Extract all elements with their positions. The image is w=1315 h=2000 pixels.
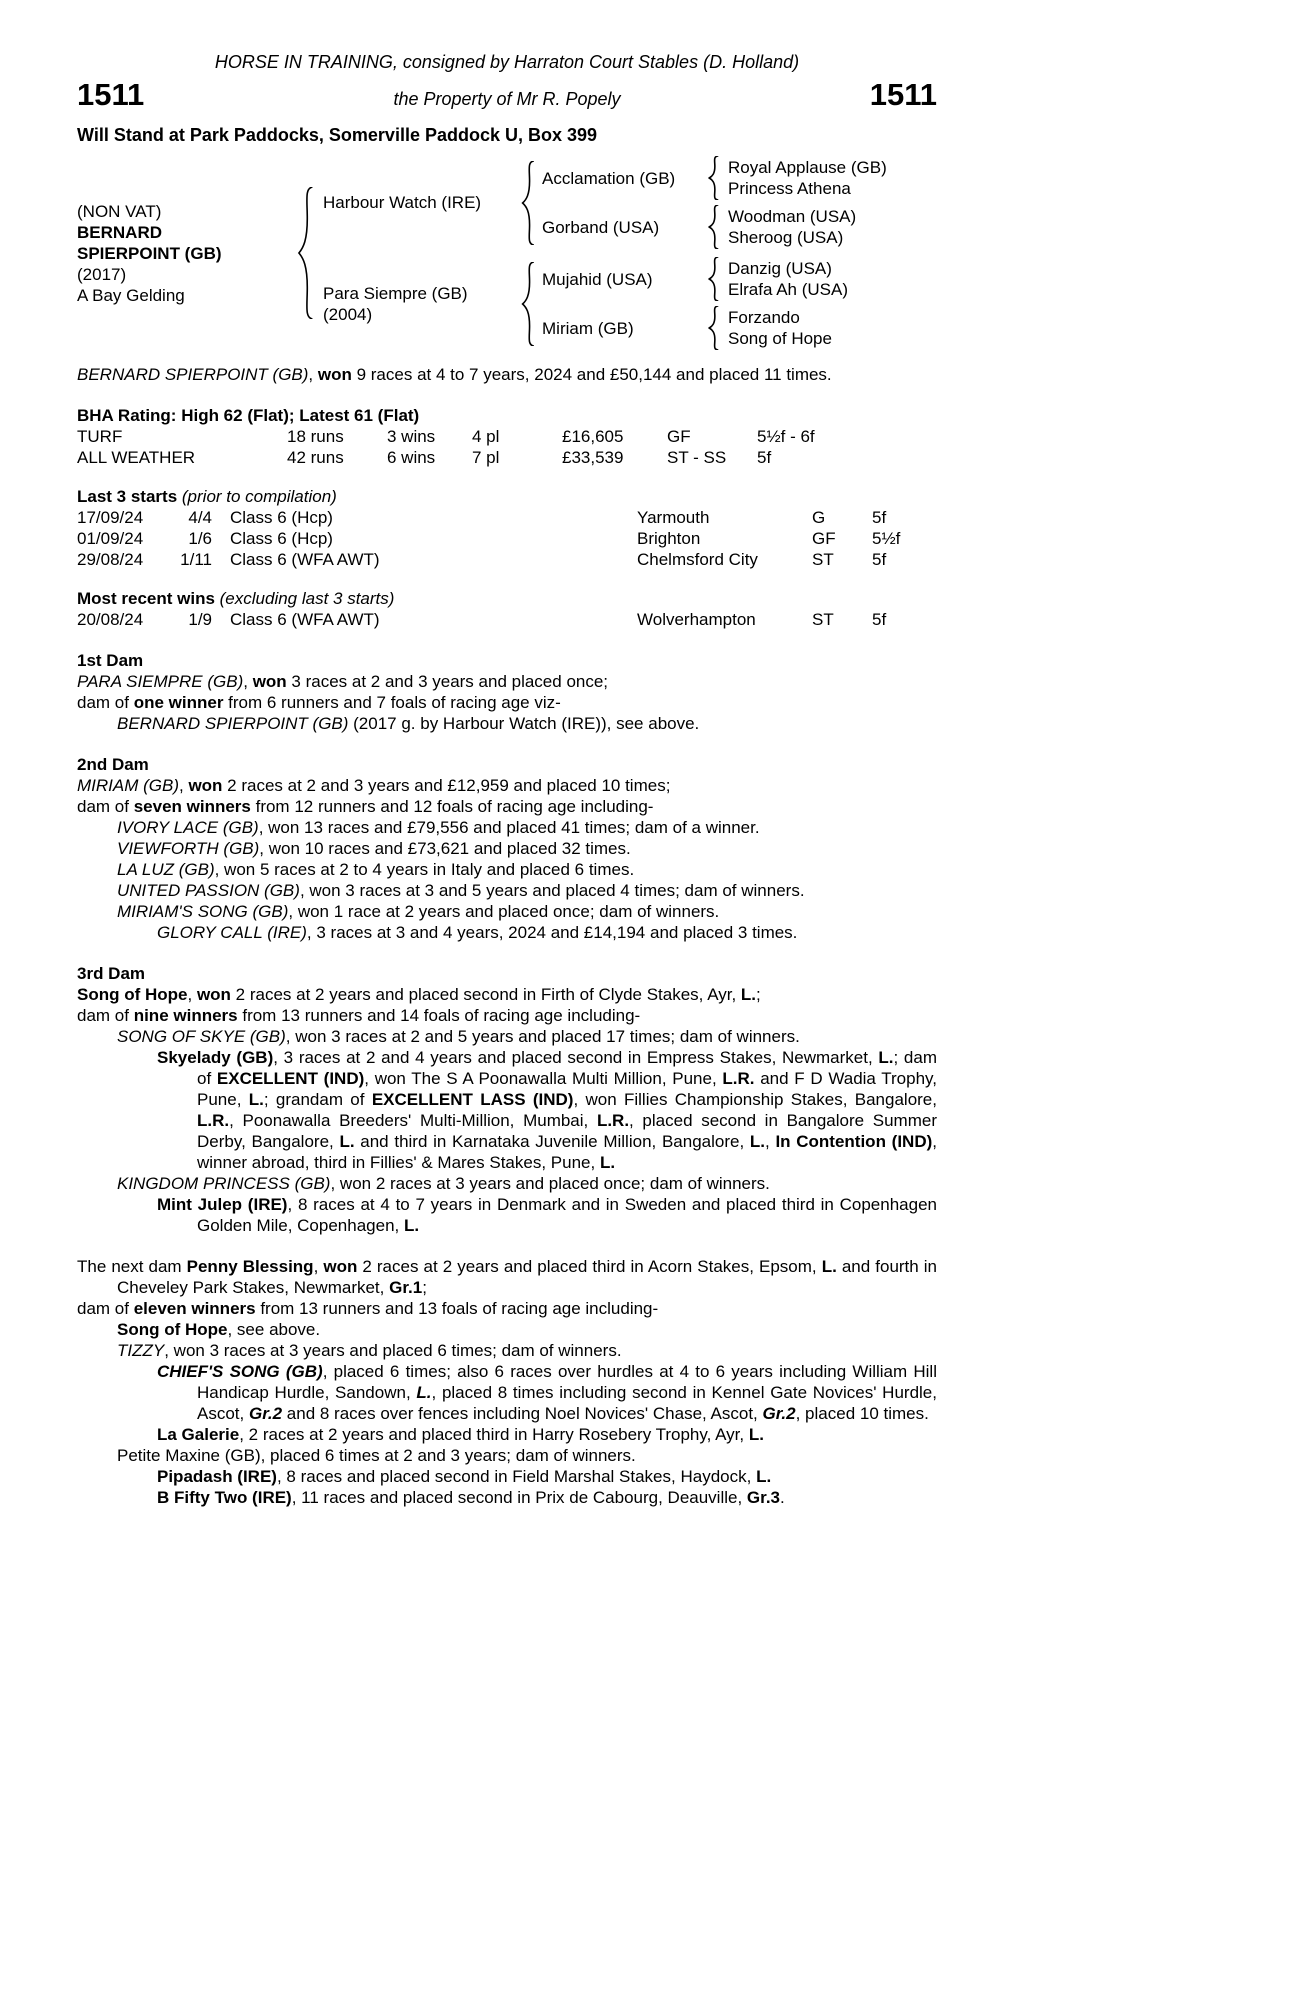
property-line: the Property of Mr R. Popely xyxy=(393,89,621,109)
stats-cell: 5½f - 6f xyxy=(757,427,815,446)
sire-granddam-name: Gorband (USA) xyxy=(542,217,660,237)
dam-branch xyxy=(315,257,887,350)
start-course: Brighton xyxy=(637,529,701,548)
sire-granddam-branch xyxy=(536,205,887,249)
great-grandparent-name: Woodman (USA) xyxy=(728,207,857,226)
progeny-line: Petite Maxine (GB), placed 6 times at 2 and 3 years; dam of winners. xyxy=(117,1446,636,1465)
pedigree-brace-icon xyxy=(708,257,720,301)
start-course: Wolverhampton xyxy=(637,610,756,629)
start-row xyxy=(77,507,937,528)
stats-cell: £33,539 xyxy=(562,448,624,467)
start-going: G xyxy=(812,508,826,527)
progeny-line: B Fifty Two (IRE), 11 races and placed second in Prix de Cabourg, Deauville, Gr.3. xyxy=(157,1488,785,1507)
last3-heading: Last 3 starts (prior to compilation) xyxy=(77,487,337,506)
pedigree-generations xyxy=(315,156,887,350)
progeny-line: Skyelady (GB), 3 races at 2 and 4 years and placed second in Empress Stakes, Newmarket, L.; dam of EXCELLENT (IND), won The S A Poonawalla Multi Million, Pune, L.R. and F D Wadia Trophy, Pune, L.; grandam of EXCELLENT LASS (IND), won Fillies Championship Stakes, Bangalore, L.R., Poonawalla Breeders' Multi-Million, Mumbai, L.R., placed second in Bangalore Summer Derby, Bangalore, L. and third in Karnataka Juvenile Million, Bangalore, L., In Contention (IND), winner abroad, third in Fillies' & Mares Stakes, Pune, L. xyxy=(157,1048,938,1172)
start-date: 29/08/24 xyxy=(77,550,144,569)
lot-number-left: 1511 xyxy=(77,77,145,112)
pedigree-brace-icon xyxy=(521,161,536,245)
start-position: 4/4 xyxy=(188,508,212,527)
dam1-record: PARA SIEMPRE (GB), won 3 races at 2 and 3 years and placed once; xyxy=(77,672,609,691)
start-going: ST xyxy=(812,550,834,569)
recent-wins-heading: Most recent wins (excluding last 3 starts) xyxy=(77,589,395,608)
foal-year: (2017) xyxy=(77,264,127,284)
start-going: ST xyxy=(812,610,834,629)
stats-cell: 6 wins xyxy=(387,448,436,467)
dam3-produce-summary: dam of nine winners from 13 runners and 14 foals of racing age including- xyxy=(77,1006,641,1025)
progeny-line: TIZZY, won 3 races at 3 years and placed 6 times; dam of winners. xyxy=(117,1341,622,1360)
pedigree-brace-icon xyxy=(297,187,315,319)
stand-location-line: Will Stand at Park Paddocks, Somerville Paddock U, Box 399 xyxy=(77,125,598,145)
dam1-produce-summary: dam of one winner from 6 runners and 7 foals of racing age viz- xyxy=(77,693,561,712)
start-class: Class 6 (Hcp) xyxy=(230,508,333,527)
progeny-line: Pipadash (IRE), 8 races and placed second in Field Marshal Stakes, Haydock, L. xyxy=(157,1467,772,1486)
great-grandparent-name: Princess Athena xyxy=(728,179,851,198)
dam3-record: Song of Hope, won 2 races at 2 years and placed second in Firth of Clyde Stakes, Ayr, L.; xyxy=(77,985,761,1004)
start-row xyxy=(77,549,937,570)
start-date: 20/08/24 xyxy=(77,610,144,629)
pedigree-brace-icon xyxy=(708,306,720,350)
start-class: Class 6 (WFA AWT) xyxy=(230,610,380,629)
start-row xyxy=(77,609,937,630)
horse-details xyxy=(77,201,297,306)
next-dam-produce-summary: dam of eleven winners from 13 runners and 13 foals of racing age including- xyxy=(77,1299,659,1318)
start-date: 01/09/24 xyxy=(77,529,144,548)
start-position: 1/11 xyxy=(180,550,212,569)
start-class: Class 6 (WFA AWT) xyxy=(230,550,380,569)
great-grandparent-name: Royal Applause (GB) xyxy=(728,158,887,177)
pedigree-brace-icon xyxy=(708,205,720,249)
dam-name-block xyxy=(315,283,521,325)
progeny-line: CHIEF'S SONG (GB), placed 6 times; also 6 races over hurdles at 4 to 6 years including William Hill Handicap Hurdle, Sandown, L., placed 8 times including second in Kennel Gate Novices' Hurdle, Ascot, Gr.2 and 8 races over fences including Noel Novices' Chase, Ascot, Gr.2, placed 10 times. xyxy=(157,1362,937,1423)
lot-number-right: 1511 xyxy=(869,77,937,112)
dam-name: Para Siempre (GB) xyxy=(323,283,468,303)
great-grandparent-name: Sheroog (USA) xyxy=(728,228,844,247)
progeny-line: KINGDOM PRINCESS (GB), won 2 races at 3 years and placed once; dam of winners. xyxy=(117,1174,770,1193)
start-date: 17/09/24 xyxy=(77,508,144,527)
progeny-line: IVORY LACE (GB), won 13 races and £79,556 and placed 41 times; dam of a winner. xyxy=(117,818,760,837)
start-distance: 5f xyxy=(872,610,887,629)
horse-name-line2: SPIERPOINT (GB) xyxy=(77,243,222,263)
great-grandparent-name: Forzando xyxy=(728,308,800,327)
great-grandparent-name: Danzig (USA) xyxy=(728,259,832,278)
stats-cell: ST - SS xyxy=(667,448,727,467)
stats-cell: 18 runs xyxy=(287,427,344,446)
great-grandparent-name: Elrafa Ah (USA) xyxy=(728,280,848,299)
pedigree-table xyxy=(77,156,937,350)
stats-cell: 5f xyxy=(757,448,772,467)
sire-name: Harbour Watch (IRE) xyxy=(323,193,482,212)
race-record-paragraph: BERNARD SPIERPOINT (GB), won 9 races at 4 to 7 years, 2024 and £50,144 and placed 11 times. xyxy=(77,365,832,384)
pedigree-brace-icon xyxy=(708,156,720,200)
stats-cell: TURF xyxy=(77,427,123,446)
dam1-heading: 1st Dam xyxy=(77,651,144,670)
dam2-record: MIRIAM (GB), won 2 races at 2 and 3 years and £12,959 and placed 10 times; xyxy=(77,776,671,795)
next-dam-record: The next dam Penny Blessing, won 2 races at 2 years and placed third in Acorn Stakes, Epsom, L. and fourth in Cheveley Park Stakes, Newmarket, Gr.1; xyxy=(77,1257,938,1297)
progeny-line: La Galerie, 2 races at 2 years and placed third in Harry Rosebery Trophy, Ayr, L. xyxy=(157,1425,764,1444)
start-distance: 5f xyxy=(872,508,887,527)
progeny-line: LA LUZ (GB), won 5 races at 2 to 4 years in Italy and placed 6 times. xyxy=(117,860,635,879)
stats-cell: ALL WEATHER xyxy=(77,448,196,467)
granddam-name: Miriam (GB) xyxy=(542,318,634,338)
stats-cell: 3 wins xyxy=(387,427,436,446)
consignor-line: HORSE IN TRAINING, consigned by Harraton Court Stables (D. Holland) xyxy=(214,52,800,72)
grandsire-branch xyxy=(536,156,887,200)
stats-row-all-weather xyxy=(77,447,937,468)
start-position: 1/6 xyxy=(188,529,212,548)
start-class: Class 6 (Hcp) xyxy=(230,529,333,548)
stats-cell: 7 pl xyxy=(472,448,500,467)
progeny-line: SONG OF SKYE (GB), won 3 races at 2 and 5 years and placed 17 times; dam of winners. xyxy=(117,1027,800,1046)
start-course: Chelmsford City xyxy=(637,550,758,569)
progeny-line: MIRIAM'S SONG (GB), won 1 race at 2 years and placed once; dam of winners. xyxy=(117,902,720,921)
horse-name-line1: BERNARD xyxy=(77,222,162,242)
damsire-name: Mujahid (USA) xyxy=(542,269,653,289)
lot-row xyxy=(77,77,937,113)
progeny-line: VIEWFORTH (GB), won 10 races and £73,621 and placed 32 times. xyxy=(117,839,631,858)
stats-cell: 4 pl xyxy=(472,427,500,446)
start-going: GF xyxy=(812,529,836,548)
granddam-branch xyxy=(536,306,848,350)
start-position: 1/9 xyxy=(188,610,212,629)
great-grandparent-name: Song of Hope xyxy=(728,329,832,348)
start-distance: 5f xyxy=(872,550,887,569)
stats-cell: 42 runs xyxy=(287,448,344,467)
start-course: Yarmouth xyxy=(637,508,710,527)
progeny-line: BERNARD SPIERPOINT (GB) (2017 g. by Harbour Watch (IRE)), see above. xyxy=(117,714,700,733)
progeny-line: Song of Hope, see above. xyxy=(117,1320,321,1339)
sire-branch xyxy=(315,156,887,249)
dam2-heading: 2nd Dam xyxy=(77,755,149,774)
progeny-line: GLORY CALL (IRE), 3 races at 3 and 4 years, 2024 and £14,194 and placed 3 times. xyxy=(157,923,798,942)
progeny-line: Mint Julep (IRE), 8 races at 4 to 7 years in Denmark and in Sweden and placed third in Copenhagen Golden Mile, Copenhagen, L. xyxy=(157,1195,937,1235)
start-distance: 5½f xyxy=(872,529,901,548)
start-row xyxy=(77,528,937,549)
colour-sex: A Bay Gelding xyxy=(77,285,185,305)
dam-year: (2004) xyxy=(323,304,373,324)
dam2-produce-summary: dam of seven winners from 12 runners and 12 foals of racing age including- xyxy=(77,797,654,816)
damsire-branch xyxy=(536,257,848,301)
stats-row-turf xyxy=(77,426,937,447)
progeny-line: UNITED PASSION (GB), won 3 races at 3 and 5 years and placed 4 times; dam of winners. xyxy=(117,881,805,900)
stats-cell: GF xyxy=(667,427,691,446)
pedigree-brace-icon xyxy=(521,262,536,346)
grandsire-name: Acclamation (GB) xyxy=(542,168,676,188)
non-vat-label: (NON VAT) xyxy=(77,201,162,221)
bha-rating-heading: BHA Rating: High 62 (Flat); Latest 61 (Flat) xyxy=(77,406,420,425)
dam3-heading: 3rd Dam xyxy=(77,964,146,983)
stats-cell: £16,605 xyxy=(562,427,624,446)
